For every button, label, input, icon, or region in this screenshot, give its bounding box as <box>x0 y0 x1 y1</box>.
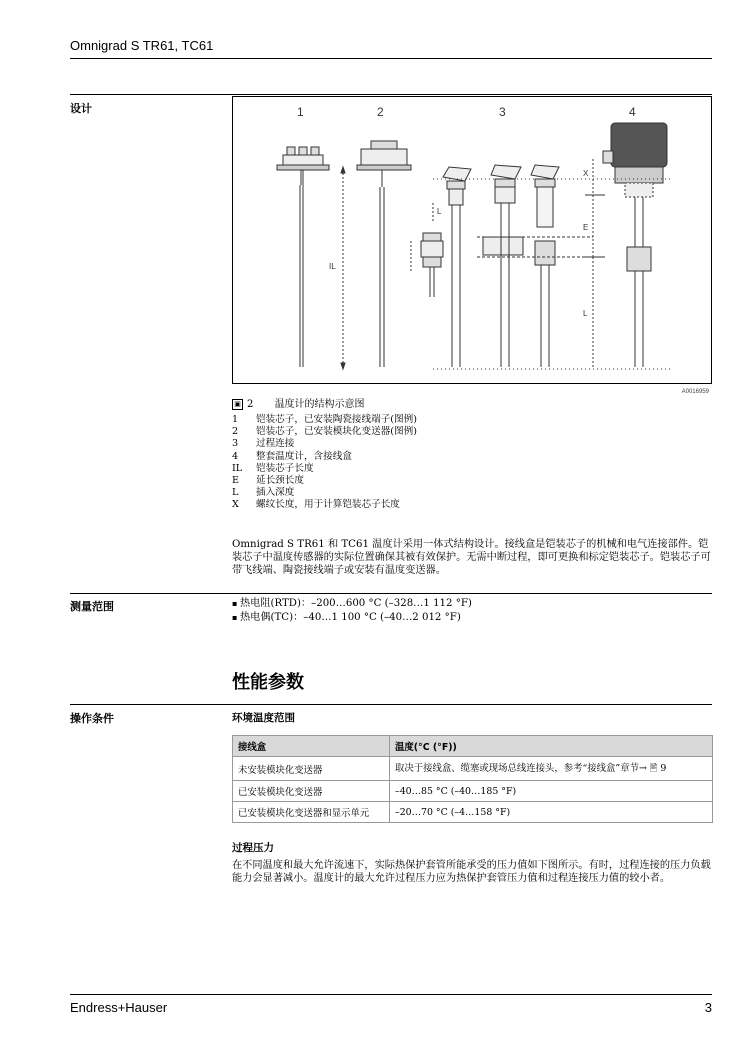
table-row <box>233 802 713 823</box>
legend-key: E <box>232 475 240 487</box>
figure-id: A0016959 <box>681 389 709 395</box>
thermometer-structure-figure <box>232 96 712 395</box>
document-header-title: Omnigrad S TR61, TC61 <box>70 38 214 53</box>
legend-key: 2 <box>232 426 239 438</box>
legend-key: L <box>232 487 239 499</box>
legend-text: 整套温度计，含接线盒 <box>256 450 352 462</box>
legend-key: 4 <box>232 450 239 462</box>
figure-number-2: 2 <box>377 105 384 119</box>
ambient-temp-table <box>232 735 713 823</box>
legend-text: 铠装芯子长度 <box>256 462 314 474</box>
range-item-tc: ▪ 热电偶(TC)：–40…1 100 °C (–40…2 012 °F) <box>232 611 472 625</box>
figure-caption-number: 2 <box>247 399 254 410</box>
figure-legend <box>232 414 417 512</box>
table-header-cell: 接线盒 <box>233 736 390 757</box>
figure-label-x: X <box>583 169 589 178</box>
figure-caption <box>232 395 365 410</box>
figure-label-l-small: L <box>437 207 442 216</box>
thermometer-diagram <box>233 97 711 383</box>
legend-text: 铠装芯子，已安装模块化变送器(图例) <box>256 426 417 438</box>
figure-number-4: 4 <box>629 105 636 119</box>
table-cell: 已安装模块化变送器 <box>233 781 390 802</box>
table-cell: 未安装模块化变送器 <box>233 757 390 781</box>
section-rule-range <box>70 593 712 594</box>
legend-key: IL <box>232 462 243 474</box>
section-title-performance: 性能参数 <box>232 672 304 693</box>
legend-item <box>232 414 417 426</box>
header-rule <box>70 58 712 59</box>
table-cell: 取决于接线盒、缆塞或现场总线连接头，参考“接线盒”章节→ 🖹 9 <box>390 757 713 781</box>
legend-item <box>232 451 417 463</box>
ambient-temp-heading: 环境温度范围 <box>232 712 295 724</box>
table-row <box>233 757 713 781</box>
table-header-row <box>233 736 713 757</box>
legend-item <box>232 499 417 511</box>
legend-text: 延长颈长度 <box>256 475 304 487</box>
section-label-range: 测量范围 <box>70 600 114 613</box>
footer-rule <box>70 994 712 995</box>
legend-item <box>232 463 417 475</box>
legend-item <box>232 426 417 438</box>
legend-text: 铠装芯子，已安装陶瓷接线端子(图例) <box>256 414 417 425</box>
legend-item <box>232 438 417 450</box>
section-label-operating: 操作条件 <box>70 712 114 725</box>
design-paragraph: Omnigrad S TR61 和 TC61 温度计采用一体式结构设计。接线盒是铠装芯子的机械和电气连接部件。铠装芯子中温度传感器的实际位置确保其被有效保护。无需中断过程，即可更换和标定铠装芯子。铠装芯子可带飞线端、陶瓷接线端子或安装有温度变送器。 <box>232 539 711 576</box>
figure-number-1: 1 <box>297 105 304 119</box>
process-pressure-paragraph: 在不同温度和最大允许流速下，实际热保护套管所能承受的压力值如下图所示。有时，过程连接的压力负载能力会显著减小。温度计的最大允许过程压力应为热保护套管压力值和过程连接压力值的较小者。 <box>232 860 711 884</box>
figure-label-il: IL <box>329 262 336 271</box>
legend-key: 3 <box>232 438 239 450</box>
section-label-design: 设计 <box>70 102 92 115</box>
figure-number-3: 3 <box>499 105 506 119</box>
figure-icon: ▣ <box>232 399 243 410</box>
legend-item <box>232 475 417 487</box>
legend-key: X <box>232 499 239 511</box>
section-rule-operating <box>70 704 712 705</box>
legend-key: 1 <box>232 414 239 425</box>
table-cell: –40…85 °C (–40…185 °F) <box>390 781 713 802</box>
legend-item <box>232 487 417 499</box>
table-cell: –20…70 °C (–4…158 °F) <box>390 802 713 823</box>
range-list <box>232 597 472 624</box>
table-cell: 已安装模块化变送器和显示单元 <box>233 802 390 823</box>
table-header-cell: 温度(°C (°F)) <box>390 736 713 757</box>
legend-text: 过程连接 <box>256 438 295 450</box>
range-item-rtd: ▪ 热电阻(RTD)：–200…600 °C (–328…1 112 °F) <box>232 597 472 611</box>
footer-brand: Endress+Hauser <box>70 1000 168 1015</box>
process-pressure-heading: 过程压力 <box>232 842 274 854</box>
figure-label-e: E <box>583 223 589 232</box>
legend-text: 螺纹长度，用于计算铠装芯子长度 <box>256 499 400 511</box>
figure-label-l: L <box>583 309 588 318</box>
page-number: 3 <box>704 1000 712 1015</box>
section-rule-design <box>70 94 712 95</box>
table-row <box>233 781 713 802</box>
legend-text: 插入深度 <box>256 487 295 499</box>
figure-caption-text: 温度计的结构示意图 <box>274 399 365 410</box>
